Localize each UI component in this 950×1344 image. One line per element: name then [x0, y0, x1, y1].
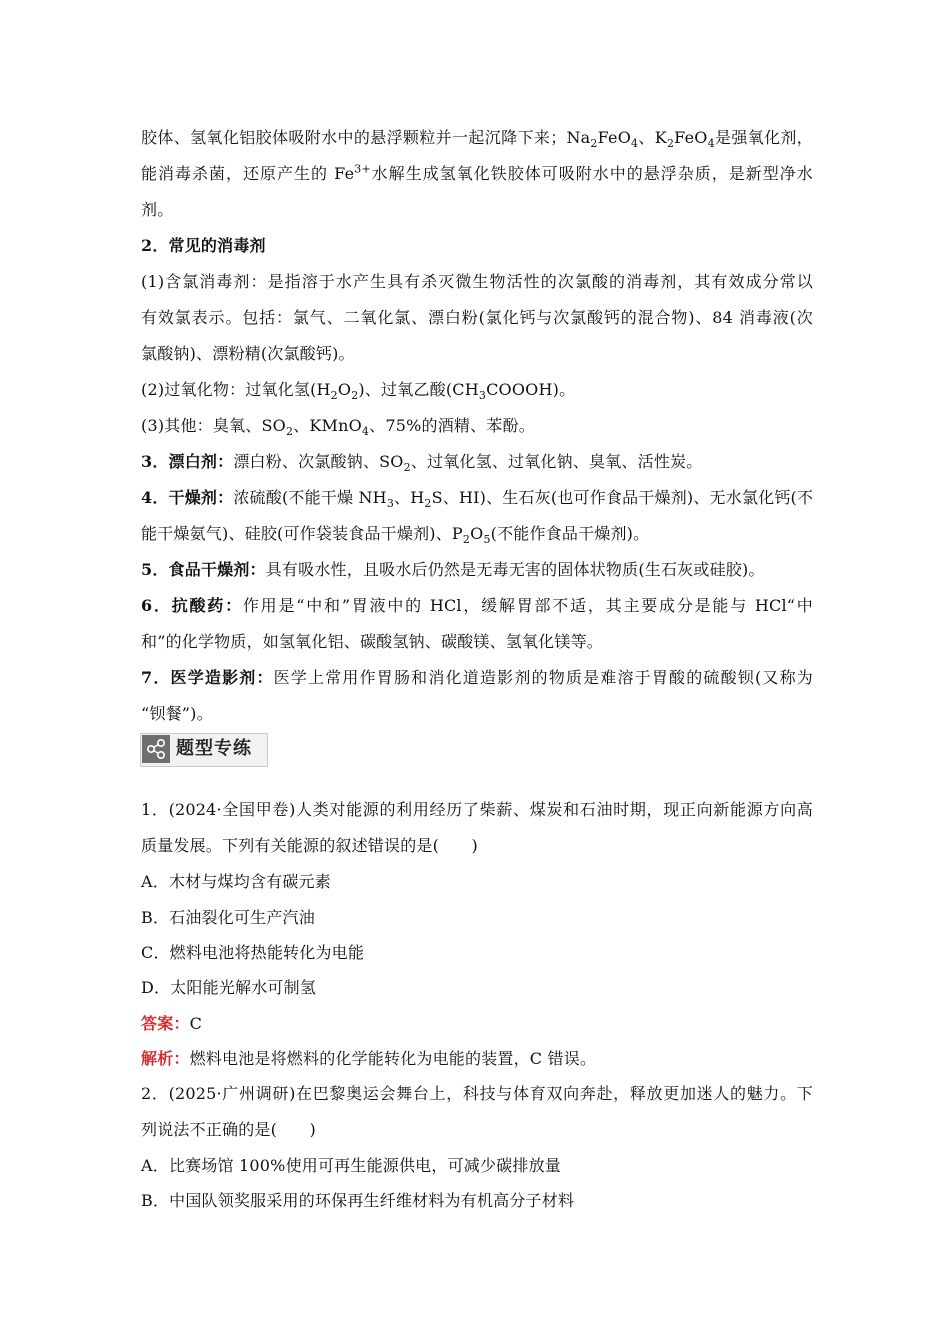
share-icon — [142, 735, 170, 763]
section-label: 6．抗酸药： — [141, 596, 243, 615]
paragraph-line: 7．医学造影剂：医学上常用作胃肠和消化道造影剂的物质是难溶于胃酸的硫酸钡(又称为 — [141, 668, 813, 687]
question-stem: 2．(2025·广州调研)在巴黎奥运会舞台上，科技与体育双向奔赴，释放更加迷人的魅力。下 — [141, 1084, 813, 1103]
question-stem: 质量发展。下列有关能源的叙述错误的是( ) — [141, 836, 478, 855]
option-b: B．石油裂化可生产汽油 — [141, 908, 315, 927]
paragraph-line: 3．漂白剂：漂白粉、次氯酸钠、$SO_2$、过氧化氢、过氧化钠、臭氧、活性炭。 — [141, 452, 703, 475]
section-label: 5．食品干燥剂： — [141, 560, 266, 579]
section-label: 7．医学造影剂： — [141, 668, 274, 687]
option-b: B．中国队领奖服采用的环保再生纤维材料为有机高分子材料 — [141, 1191, 575, 1210]
option-d: D．太阳能光解水可制氢 — [141, 978, 317, 997]
option-a: A．比赛场馆 100%使用可再生能源供电，可减少碳排放量 — [141, 1156, 561, 1175]
paragraph-line: 氯酸钠)、漂粉精(次氯酸钙)。 — [141, 344, 355, 363]
section-label: 4．干燥剂： — [141, 488, 234, 507]
option-a: A．木材与煤均含有碳元素 — [141, 872, 331, 891]
paragraph-line: 能干燥氨气)、硅胶(可作袋装食品干燥剂)、$P_2O_5$(不能作食品干燥剂)。 — [141, 524, 650, 547]
paragraph-line: (3)其他：臭氧、$SO_2$、KMnO$_4$、75%的酒精、苯酚。 — [141, 416, 535, 439]
paragraph-line: (1)含氯消毒剂：是指溶于水产生具有杀灭微生物活性的次氯酸的消毒剂，其有效成分常以 — [141, 272, 813, 291]
paragraph-line: 有效氯表示。包括：氯气、二氧化氯、漂白粉(氯化钙与次氯酸钙的混合物)、84 消毒液(次 — [141, 308, 813, 327]
answer-label: 答案： — [141, 1014, 190, 1033]
paragraph-line: 剂。 — [141, 200, 174, 219]
answer-line — [141, 1013, 813, 1035]
paragraph-line: (2)过氧化物：过氧化氢$(H_2O_2)$、过氧乙酸$(CH_3COOOH)$。 — [141, 380, 576, 403]
paragraph-line: 和”的化学物质，如氢氧化铝、碳酸氢钠、碳酸镁、氢氧化镁等。 — [141, 632, 603, 651]
section-heading: 2．常见的消毒剂 — [141, 236, 266, 255]
section-badge — [140, 733, 268, 767]
paragraph-line: 胶体、氢氧化铝胶体吸附水中的悬浮颗粒并一起沉降下来；$Na_2FeO_4$、$K_2FeO_4$是强氧化剂， — [141, 128, 814, 151]
analysis-line: 解析：燃料电池是将燃料的化学能转化为电能的装置，C 错误。 — [141, 1049, 597, 1068]
section-label: 3．漂白剂： — [141, 452, 234, 471]
question-stem: 1．(2024·全国甲卷)人类对能源的利用经历了柴薪、煤炭和石油时期，现正向新能源方向高 — [141, 800, 813, 819]
paragraph-line: 4．干燥剂：浓硫酸(不能干燥 $NH_3$、$H_2S$、HI)、生石灰(也可作食品干燥剂)、无水氯化钙(不 — [141, 488, 814, 511]
badge-label: 题型专练 — [176, 738, 252, 759]
paragraph-line: 能消毒杀菌，还原产生的 $Fe^{3+}$水解生成氢氧化铁胶体可吸附水中的悬浮杂质，是新型净水 — [141, 162, 813, 183]
question-stem: 列说法不正确的是( ) — [141, 1120, 316, 1139]
answer-value: C — [189, 1014, 203, 1033]
option-c: C．燃料电池将热能转化为电能 — [141, 943, 365, 962]
paragraph-line: 5．食品干燥剂：具有吸水性，且吸水后仍然是无毒无害的固体状物质(生石灰或硅胶)。 — [141, 560, 765, 579]
paragraph-line: “钡餐”)。 — [141, 704, 213, 723]
paragraph-line: 6．抗酸药：作用是“中和”胃液中的 HCl，缓解胃部不适，其主要成分是能与 HCl“中 — [141, 596, 813, 615]
analysis-label: 解析： — [141, 1049, 190, 1068]
